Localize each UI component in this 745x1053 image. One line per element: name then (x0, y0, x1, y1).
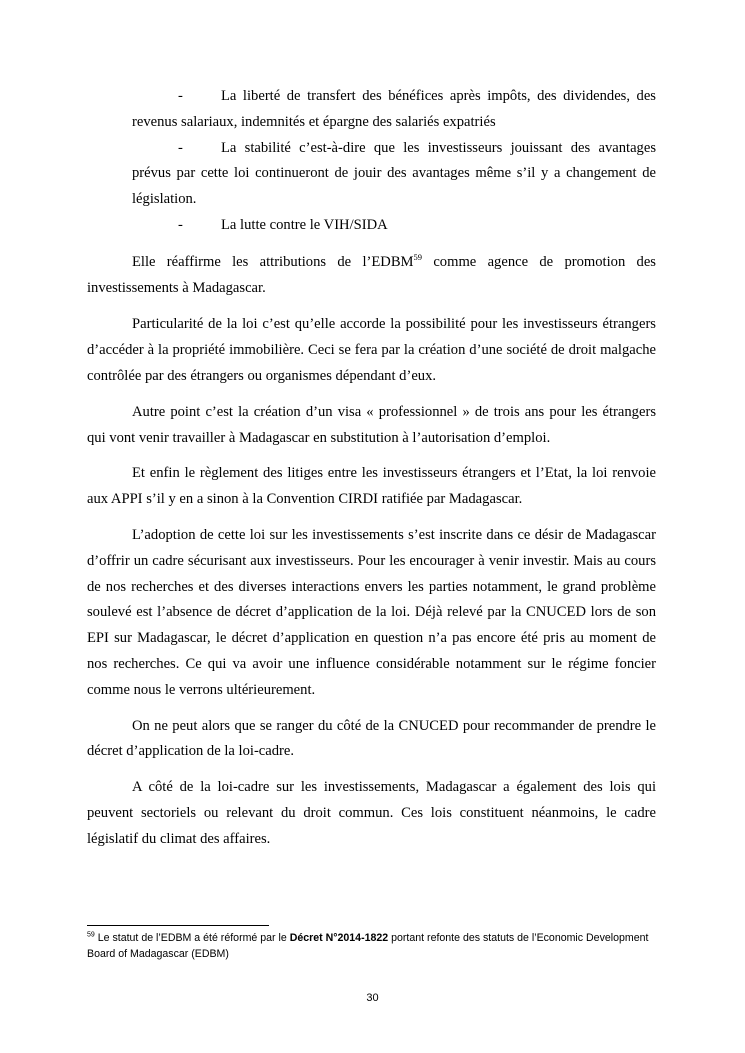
body-text (87, 84, 656, 853)
page-number: 30 (366, 992, 379, 1004)
footnote-separator (87, 925, 269, 926)
bullet-dash: - (178, 88, 183, 104)
paragraph: Autre point c’est la création d’un visa « professionnel » de trois ans pour les étrangers qui vont venir travailler à Madagascar en substitution à l’autorisation d’emploi. (87, 403, 656, 446)
paragraph: Et enfin le règlement des litiges entre les investisseurs étrangers et l’Etat, la loi renvoie aux APPI s’il y en a sinon à la Convention CIRDI ratifiée par Madagascar. (87, 465, 656, 508)
bullet-text: La liberté de transfert des bénéfices après impôts, des dividendes, des revenus salariaux, indemnités et épargne des salariés expatriés (132, 88, 656, 130)
footnote-number: 59 (87, 931, 95, 939)
bullet-item (87, 136, 656, 213)
bullet-item (87, 84, 656, 136)
paragraph-text: Elle réaffirme les attributions de l’EDBM (132, 253, 414, 270)
footnote-text: portant refonte des statuts de l’Economic Development Board of Madagascar (EDBM) (87, 932, 649, 960)
paragraph-text: comme agence de promotion des investissements à Madagascar. (87, 253, 656, 296)
footnote (87, 930, 657, 962)
bullet-text: La lutte contre le VIH/SIDA (221, 216, 388, 233)
footnote-ref[interactable]: 59 (413, 251, 423, 262)
bullet-item (87, 213, 656, 239)
footnote-decree: Décret N°2014-1822 (289, 932, 389, 944)
bullet-text: La stabilité c’est-à-dire que les investisseurs jouissant des avantages prévus par cette loi continueront de jouir des avantages même s’il y a changement de législation. (132, 139, 656, 208)
paragraph: Particularité de la loi c’est qu’elle accorde la possibilité pour les investisseurs étrangers d’accéder à la propriété immobilière. Ceci se fera par la création d’une société de droit malgache contrôlée par des étrangers ou organismes dépendant d’eux. (87, 316, 656, 384)
footnote-text: Le statut de l’EDBM a été réformé par le (94, 932, 290, 944)
paragraph: On ne peut alors que se ranger du côté de la CNUCED pour recommander de prendre le décret d’application de la loi-cadre. (87, 717, 656, 760)
paragraph: A côté de la loi-cadre sur les investissements, Madagascar a également des lois qui peuvent sectoriels ou relevant du droit commun. Ces lois constituent néanmoins, le cadre législatif du climat des affaires. (87, 779, 656, 847)
paragraph (87, 250, 656, 302)
bullet-dash: - (178, 216, 183, 233)
paragraph: L’adoption de cette loi sur les investissements s’est inscrite dans ce désir de Madagascar d’offrir un cadre sécurisant aux investisseurs. Pour les encourager à venir investir. Mais au cours de nos recherches et des diverses interactions envers les parties notamment, le grand problème soulevé est l’absence de décret d’application de la loi. Déjà relevé par la CNUCED lors de son EPI sur Madagascar, le décret d’application en question n’a pas encore été pris au moment de nos recherches. Ce qui va avoir une influence considérable notamment sur le régime foncier comme nous le verrons ultérieurement. (87, 526, 656, 698)
bullet-dash: - (178, 139, 183, 156)
